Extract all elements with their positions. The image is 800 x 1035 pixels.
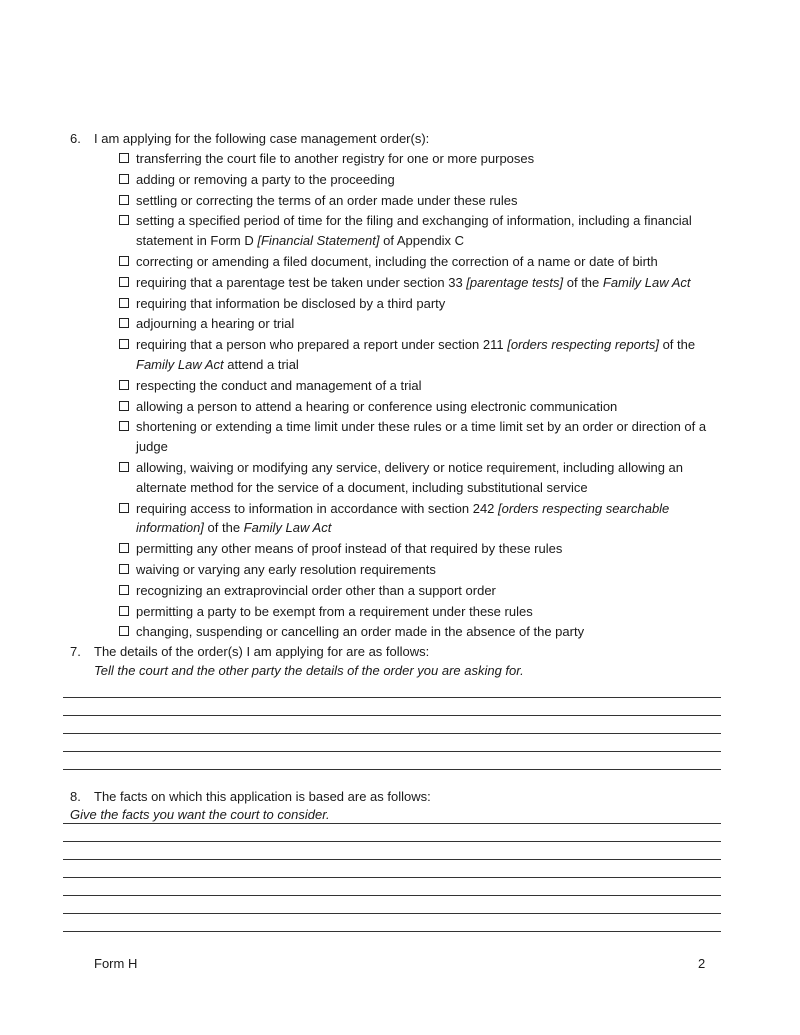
order-option-text: adding or removing a party to the proceeding [136,171,395,187]
question-7-text: The details of the order(s) I am applying for are as follows: [94,644,430,659]
order-option-text: transferring the court file to another registry for one or more purposes [136,151,535,166]
order-option-text: permitting a party to be exempt from a requirement under these rules [136,603,533,619]
order-option [119,149,734,169]
order-option [119,499,734,539]
order-option-text: correcting or amending a filed document, including the correction of a name or date of birth [136,253,658,269]
order-option-reference: Family Law Act [243,520,332,536]
order-option [119,417,734,457]
order-option [119,211,734,251]
q7-answer-line-5[interactable] [63,769,721,770]
q8-answer-line-3[interactable] [63,859,721,860]
question-7 [70,642,429,661]
order-option-text: recognizing an extraprovincial order other than a support order [136,582,496,598]
order-option [119,191,734,211]
order-option-checkbox[interactable] [119,215,129,225]
order-option [119,252,734,272]
order-option-text: permitting any other means of proof instead of that required by these rules [136,541,563,557]
order-option [119,294,734,314]
q8-answer-line-5[interactable] [63,895,721,896]
q8-answer-line-7[interactable] [63,931,721,932]
order-option-checkbox[interactable] [119,462,129,472]
order-option [119,581,734,601]
question-8-text: The facts on which this application is based are as follows: [94,789,431,804]
footer-form-name: Form H [94,956,138,971]
order-option-checkbox[interactable] [119,503,129,513]
order-option-text: requiring that a person who prepared a report under section 211 [136,337,508,353]
order-option-checkbox[interactable] [119,277,129,287]
order-option-checkbox[interactable] [119,298,129,308]
order-option-text: setting a specified period of time for the filing and exchanging of information, including a financial statement in Form D [136,213,692,249]
order-option-text: of the [203,520,244,536]
order-option-checkbox[interactable] [119,606,129,616]
order-option [119,335,734,375]
order-option-reference: [Financial Statement] [257,233,380,249]
order-option-checkbox[interactable] [119,380,129,390]
order-option-checkbox[interactable] [119,421,129,431]
q7-answer-line-3[interactable] [63,733,721,734]
order-option-text: allowing a person to attend a hearing or conference using electronic communication [136,398,618,414]
order-option-checkbox[interactable] [119,256,129,266]
order-option-text: allowing, waiving or modifying any service, delivery or notice requirement, including allowing an alternate method for the service of a document, including substitutional service [136,459,683,495]
order-option-checkbox[interactable] [119,401,129,411]
order-option [119,170,734,190]
order-option [119,622,734,642]
order-option-text: waiving or varying any early resolution requirements [136,561,436,577]
order-option-reference: Family Law Act [602,274,691,290]
order-option-checkbox[interactable] [119,153,129,163]
order-option-reference: [orders respecting reports] [507,337,659,353]
order-option-text: attend a trial [223,356,299,372]
order-option-text: of the [563,274,603,290]
order-option-text: shortening or extending a time limit under these rules or a time limit set by an order or direction of a judge [136,419,707,455]
order-option-checkbox[interactable] [119,318,129,328]
question-6-number: 6. [70,131,81,146]
q8-answer-line-2[interactable] [63,841,721,842]
order-option [119,560,734,580]
order-option-text: requiring that a parentage test be taken under section 33 [136,274,467,290]
order-option [119,273,734,293]
q7-answer-line-2[interactable] [63,715,721,716]
order-options-list [119,149,734,643]
order-option [119,376,734,396]
order-option-reference: [parentage tests] [466,274,564,290]
q8-answer-line-4[interactable] [63,877,721,878]
order-option-checkbox[interactable] [119,543,129,553]
order-option-text: of the [658,337,696,353]
order-option-text: adjourning a hearing or trial [136,316,295,332]
order-option [119,539,734,559]
order-option-checkbox[interactable] [119,174,129,184]
order-option-checkbox[interactable] [119,195,129,205]
order-option-text: of Appendix C [379,233,465,249]
q8-answer-line-6[interactable] [63,913,721,914]
order-option [119,458,734,498]
order-option-checkbox[interactable] [119,626,129,636]
order-option [119,602,734,622]
order-option-text: respecting the conduct and management of a trial [136,377,422,393]
q8-answer-line-1[interactable] [63,823,721,824]
order-option-reference: Family Law Act [136,356,224,372]
footer-page-number: 2 [698,956,706,971]
question-7-number: 7. [70,644,81,659]
question-7-hint: Tell the court and the other party the details of the order you are asking for. [94,663,524,678]
order-option-reference: [orders respecting searchable information] [136,500,670,536]
question-8 [70,787,431,806]
question-6-text: I am applying for the following case management order(s): [94,131,430,146]
order-option-checkbox[interactable] [119,564,129,574]
question-8-hint: Give the facts you want the court to consider. [70,807,330,822]
order-option-text: requiring that information be disclosed by a third party [136,295,446,311]
question-8-number: 8. [70,789,81,804]
question-6 [70,129,429,148]
q7-answer-line-4[interactable] [63,751,721,752]
q7-answer-line-1[interactable] [63,697,721,698]
order-option [119,397,734,417]
order-option-checkbox[interactable] [119,585,129,595]
order-option [119,314,734,334]
order-option-text: settling or correcting the terms of an order made under these rules [136,192,518,208]
order-option-text: changing, suspending or cancelling an order made in the absence of the party [136,624,585,640]
order-option-checkbox[interactable] [119,339,129,349]
order-option-text: requiring access to information in accordance with section 242 [136,500,499,516]
